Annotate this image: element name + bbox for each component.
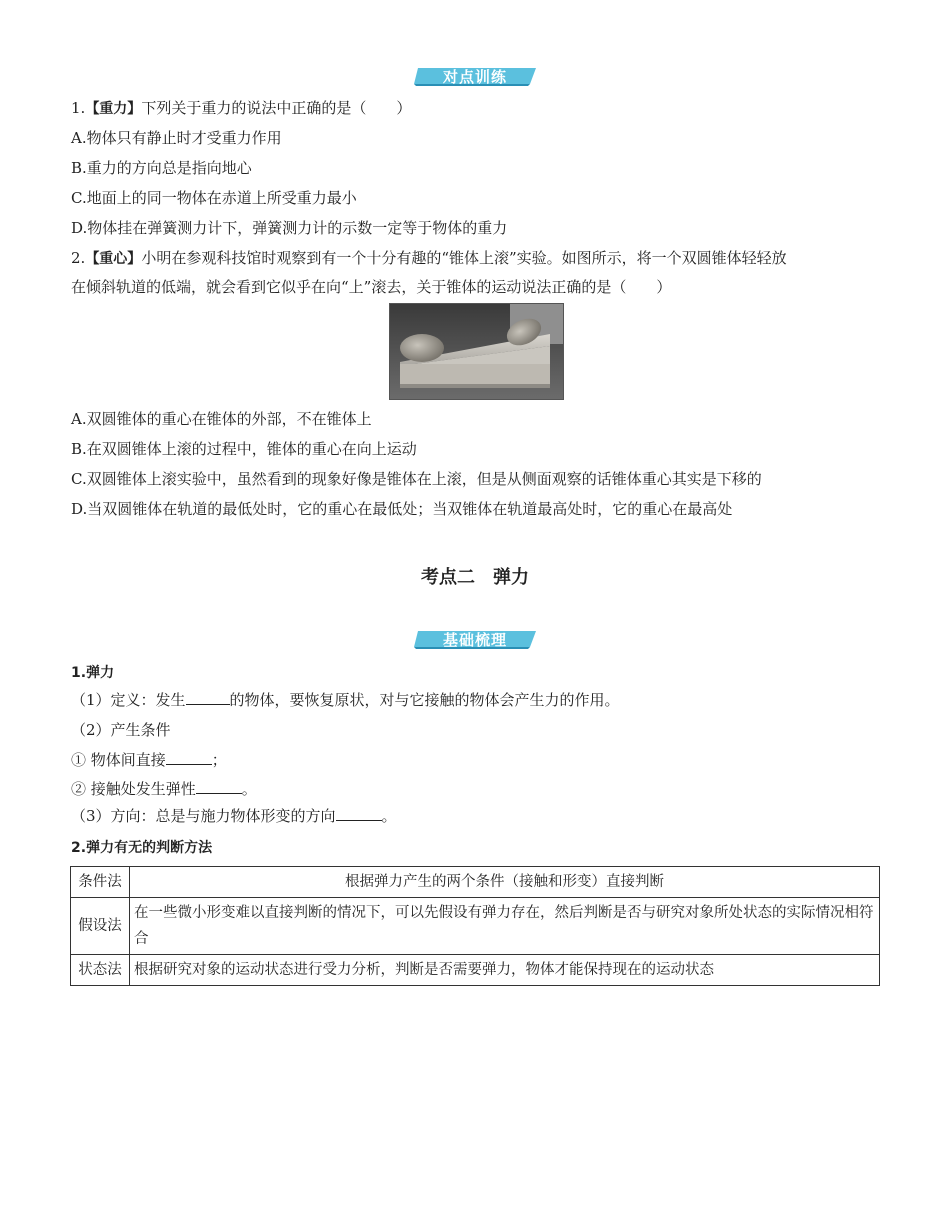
direction-suffix: 。 <box>381 807 397 825</box>
method-description: 在一些微小形变难以直接判断的情况下，可以先假设有弹力存在，然后判断是否与研究对象所处状态的实际情况相符合 <box>130 898 880 955</box>
double-cone-illustration <box>390 304 563 399</box>
q2-stem-line1 <box>71 248 787 269</box>
practice-banner-text: 对点训练 <box>442 67 507 86</box>
elastic-definition <box>71 690 620 710</box>
q1-number: 1. <box>71 99 86 117</box>
table-row <box>71 898 880 955</box>
q1-option-a: A.物体只有静止时才受重力作用 <box>71 129 282 147</box>
method-name: 状态法 <box>71 955 130 986</box>
elastic-heading-number: 1 <box>71 665 81 681</box>
table-row <box>71 867 880 898</box>
double-cone-photo <box>389 303 564 400</box>
q1-stem-text: 下列关于重力的说法中正确的是（ ） <box>141 99 412 117</box>
practice-banner <box>414 66 536 86</box>
definition-suffix: 的物体，要恢复原状，对与它接触的物体会产生力的作用。 <box>229 691 620 709</box>
judge-heading-number: 2 <box>71 840 81 856</box>
q2-option-d: D.当双圆锥体在轨道的最低处时，它的重心在最低处；当双锥体在轨道最高处时，它的重心在最高处 <box>71 500 733 518</box>
condition-title: （2）产生条件 <box>71 721 171 739</box>
direction <box>71 806 397 826</box>
q2-option-b: B.在双圆锥体上滚的过程中，锥体的重心在向上运动 <box>71 440 417 458</box>
condition-1 <box>71 750 227 770</box>
q1-option-b: B.重力的方向总是指向地心 <box>71 159 252 177</box>
q2-option-c: C.双圆锥体上滚实验中，虽然看到的现象好像是锥体在上滚，但是从侧面观察的话锥体重心其实是下移的 <box>71 470 762 488</box>
judge-heading <box>71 837 212 857</box>
method-description: 根据弹力产生的两个条件（接触和形变）直接判断 <box>130 867 880 898</box>
definition-blank <box>186 690 230 705</box>
table-row <box>71 955 880 986</box>
condition-2 <box>71 779 257 799</box>
condition-2-suffix: 。 <box>241 780 257 798</box>
q1-stem <box>71 98 411 119</box>
direction-blank <box>336 806 382 821</box>
q1-tag: 【重力】 <box>85 101 142 117</box>
method-name: 假设法 <box>71 898 130 955</box>
section-title: 考点二 弹力 <box>421 567 529 588</box>
condition-2-prefix: ② 接触处发生弹性 <box>71 780 196 798</box>
q2-tag: 【重心】 <box>85 251 142 267</box>
basics-banner <box>414 629 536 649</box>
q2-stem-line2: 在倾斜轨道的低端，就会看到它似乎在向“上”滚去，关于锥体的运动说法正确的是（ ） <box>71 278 672 296</box>
condition-1-blank <box>166 750 212 765</box>
q2-number: 2. <box>71 249 86 267</box>
judge-heading-text: .弹力有无的判断方法 <box>80 840 213 856</box>
condition-2-blank <box>196 779 242 794</box>
elastic-heading <box>71 662 114 682</box>
method-name: 条件法 <box>71 867 130 898</box>
definition-prefix: （1）定义：发生 <box>71 691 186 709</box>
condition-1-suffix: ； <box>211 751 227 769</box>
q1-option-c: C.地面上的同一物体在赤道上所受重力最小 <box>71 189 357 207</box>
method-description: 根据研究对象的运动状态进行受力分析，判断是否需要弹力，物体才能保持现在的运动状态 <box>130 955 880 986</box>
direction-prefix: （3）方向：总是与施力物体形变的方向 <box>71 807 336 825</box>
judge-methods-table <box>70 866 880 986</box>
q2-stem-text-1: 小明在参观科技馆时观察到有一个十分有趣的“锥体上滚”实验。如图所示，将一个双圆锥体轻轻放 <box>141 249 787 267</box>
basics-banner-text: 基础梳理 <box>442 630 507 649</box>
condition-1-prefix: ① 物体间直接 <box>71 751 166 769</box>
q2-option-a: A.双圆锥体的重心在锥体的外部，不在锥体上 <box>71 410 372 428</box>
q1-option-d: D.物体挂在弹簧测力计下，弹簧测力计的示数一定等于物体的重力 <box>71 219 508 237</box>
elastic-heading-text: .弹力 <box>80 665 115 681</box>
